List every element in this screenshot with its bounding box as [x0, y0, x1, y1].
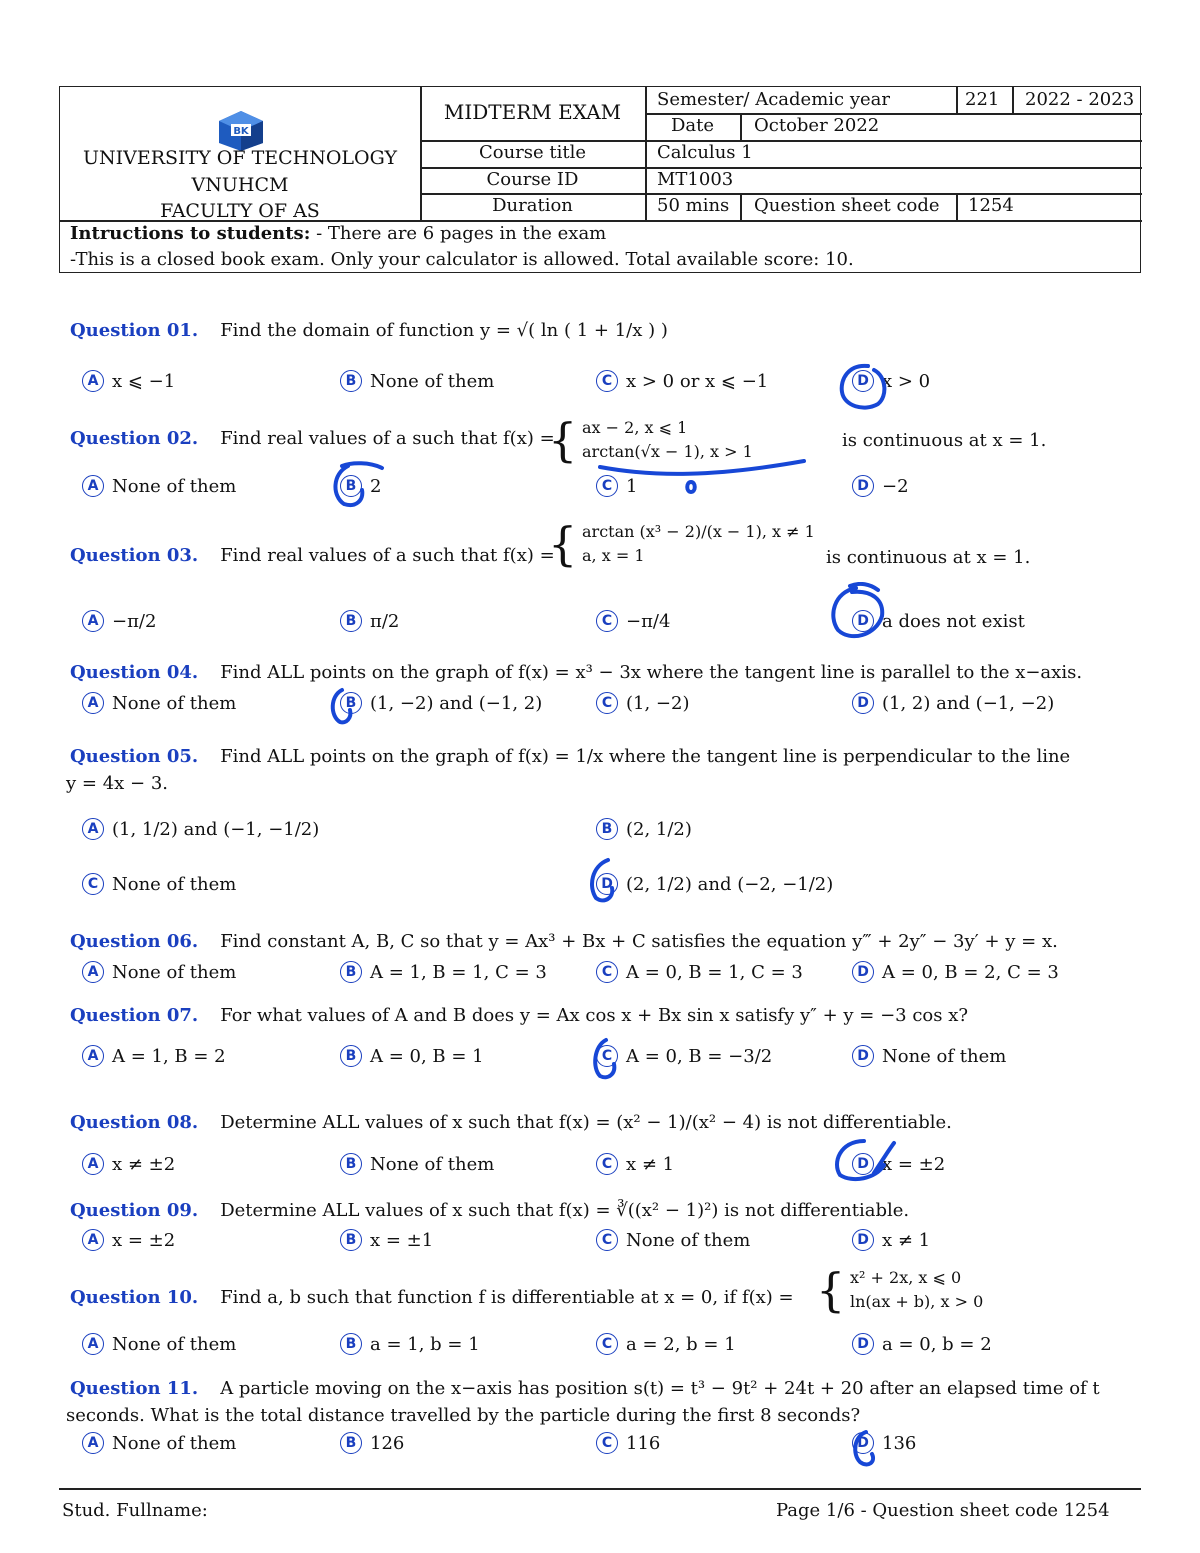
option-letter-badge: A [82, 610, 104, 632]
date-label: Date [670, 115, 715, 136]
option-text: a = 1, b = 1 [370, 1333, 480, 1355]
university-org: VNUHCM [191, 174, 289, 196]
question-text: A particle moving on the x−axis has position s(t) = t³ − 9t² + 24t + 20 after an elapsed time of t [220, 1378, 1100, 1399]
piecewise-brace: { [548, 413, 578, 467]
option-b-q06[interactable] [340, 961, 547, 983]
option-c-q05[interactable] [82, 873, 236, 895]
option-letter-badge: A [82, 692, 104, 714]
student-name-label: Stud. Fullname: [62, 1500, 208, 1521]
semester-label: Semester/ Academic year [657, 89, 890, 110]
question-text: Determine ALL values of x such that f(x) = ∛((x² − 1)²) is not differentiable. [220, 1200, 910, 1221]
option-letter-badge: C [596, 475, 618, 497]
option-text: (2, 1/2) [626, 818, 692, 840]
option-c-q09[interactable] [596, 1229, 750, 1251]
question-text: Find ALL points on the graph of f(x) = 1/x where the tangent line is perpendicular to the line [220, 746, 1071, 767]
course-title-value: Calculus 1 [657, 142, 753, 163]
question-11 [70, 1378, 1100, 1399]
footer-divider [59, 1488, 1141, 1490]
option-a-q03[interactable] [82, 610, 156, 632]
svg-text:BK: BK [233, 126, 249, 137]
option-text: None of them [112, 475, 237, 497]
option-b-q09[interactable] [340, 1229, 433, 1251]
piecewise-case-2: arctan(√x − 1), x > 1 [582, 442, 753, 461]
option-letter-badge: C [596, 1045, 618, 1067]
option-letter-badge: D [852, 1045, 874, 1067]
option-text: x = ±2 [112, 1229, 176, 1251]
option-text: None of them [112, 692, 237, 714]
academic-year: 2022 - 2023 [1025, 89, 1135, 110]
option-letter-badge: B [340, 475, 362, 497]
option-b-q01[interactable] [340, 370, 494, 392]
piecewise-brace: { [816, 1263, 846, 1317]
option-d-q06[interactable] [852, 961, 1059, 983]
option-text: None of them [882, 1045, 1007, 1067]
option-text: x = ±1 [370, 1229, 434, 1251]
duration-value: 50 mins [657, 195, 730, 216]
exam-type: MIDTERM EXAM [443, 100, 622, 124]
option-letter-badge: D [852, 961, 874, 983]
faculty-name: FACULTY OF AS [160, 200, 320, 222]
question-09 [70, 1200, 909, 1221]
option-text: −π/2 [112, 610, 157, 632]
option-letter-badge: A [82, 1432, 104, 1454]
page-info: Page 1/6 - Question sheet code 1254 [776, 1500, 1110, 1521]
option-a-q06[interactable] [82, 961, 236, 983]
sheet-code-label: Question sheet code [754, 195, 940, 216]
option-text: (2, 1/2) and (−2, −1/2) [626, 873, 834, 895]
option-text: None of them [112, 1432, 237, 1454]
option-letter-badge: D [596, 873, 618, 895]
option-letter-badge: D [852, 1432, 874, 1454]
option-letter-badge: B [340, 692, 362, 714]
option-text: −π/4 [626, 610, 671, 632]
question-text: Find real values of a such that f(x) = [220, 545, 555, 566]
question-04 [70, 662, 1082, 683]
question-01 [70, 320, 668, 341]
option-text: 1 [626, 475, 638, 497]
option-letter-badge: B [340, 370, 362, 392]
question-05 [70, 746, 1070, 767]
course-id-value: MT1003 [657, 169, 734, 190]
duration-label: Duration [492, 195, 573, 216]
piecewise-case-2: a, x = 1 [582, 546, 645, 565]
option-c-q08[interactable] [596, 1153, 674, 1175]
option-a-q09[interactable] [82, 1229, 175, 1251]
option-letter-badge: A [82, 370, 104, 392]
question-suffix: is continuous at x = 1. [826, 547, 1031, 568]
option-d-q09[interactable] [852, 1229, 930, 1251]
semester-value: 221 [965, 89, 1000, 110]
option-text: A = 0, B = 2, C = 3 [882, 961, 1059, 983]
question-07 [70, 1005, 968, 1026]
option-text: x ≠ 1 [882, 1229, 931, 1251]
option-b-q10[interactable] [340, 1333, 480, 1355]
option-d-q08[interactable] [852, 1153, 945, 1175]
option-letter-badge: C [596, 1229, 618, 1251]
option-c-q07[interactable] [596, 1045, 772, 1067]
university-name: UNIVERSITY OF TECHNOLOGY [82, 147, 398, 169]
option-letter-badge: A [82, 475, 104, 497]
question-label: Question 03. [70, 545, 199, 566]
option-text: 126 [370, 1432, 405, 1454]
option-a-q08[interactable] [82, 1153, 175, 1175]
option-letter-badge: B [340, 1153, 362, 1175]
option-text: (1, 1/2) and (−1, −1/2) [112, 818, 320, 840]
option-d-q07[interactable] [852, 1045, 1006, 1067]
option-c-q03[interactable] [596, 610, 670, 632]
option-letter-badge: A [82, 1333, 104, 1355]
question-06 [70, 931, 1058, 952]
option-letter-badge: D [852, 1333, 874, 1355]
option-c-q10[interactable] [596, 1333, 736, 1355]
option-letter-badge: D [852, 475, 874, 497]
option-letter-badge: B [596, 818, 618, 840]
option-letter-badge: C [596, 610, 618, 632]
question-10 [70, 1287, 794, 1308]
option-b-q03[interactable] [340, 610, 399, 632]
option-text: 116 [626, 1432, 661, 1454]
option-text: A = 0, B = 1 [370, 1045, 484, 1067]
option-text: None of them [112, 961, 237, 983]
option-letter-badge: D [852, 1153, 874, 1175]
option-text: x > 0 or x ⩽ −1 [626, 370, 769, 392]
question-03 [70, 545, 555, 566]
option-letter-badge: C [596, 692, 618, 714]
option-text: None of them [112, 1333, 237, 1355]
option-text: A = 1, B = 2 [112, 1045, 226, 1067]
option-b-q04[interactable] [340, 692, 542, 714]
option-c-q04[interactable] [596, 692, 689, 714]
option-a-q11[interactable] [82, 1432, 236, 1454]
question-label: Question 01. [70, 320, 199, 341]
option-text: x ≠ 1 [626, 1153, 675, 1175]
instructions-line2: -This is a closed book exam. Only your calculator is allowed. Total available score: 10. [70, 249, 854, 270]
option-letter-badge: C [596, 1153, 618, 1175]
piecewise-case-1: x² + 2x, x ⩽ 0 [850, 1268, 962, 1287]
question-label: Question 06. [70, 931, 199, 952]
option-text: −2 [882, 475, 909, 497]
option-letter-badge: B [340, 1045, 362, 1067]
question-label: Question 09. [70, 1200, 199, 1221]
option-d-q05[interactable] [596, 873, 833, 895]
option-text: None of them [370, 1153, 495, 1175]
option-b-q11[interactable] [340, 1432, 404, 1454]
date-value: October 2022 [754, 115, 880, 136]
sheet-code-value: 1254 [968, 195, 1014, 216]
instructions: Intructions to students: - There are 6 pages in the exam [70, 223, 607, 244]
question-text: Find the domain of function y = √( ln ( 1 + 1/x ) ) [220, 320, 668, 341]
question-text-continued: seconds. What is the total distance travelled by the particle during the first 8 seconds? [66, 1405, 861, 1426]
option-letter-badge: D [852, 1229, 874, 1251]
option-d-q04[interactable] [852, 692, 1054, 714]
pen-annotation-mark [684, 480, 698, 494]
option-text: A = 1, B = 1, C = 3 [370, 961, 547, 983]
option-letter-badge: C [596, 1333, 618, 1355]
option-a-q05[interactable] [82, 818, 319, 840]
question-text: Determine ALL values of x such that f(x) = (x² − 1)/(x² − 4) is not differentiable. [220, 1112, 952, 1133]
option-letter-badge: A [82, 1153, 104, 1175]
option-text: x ⩽ −1 [112, 370, 176, 392]
question-text-continued: y = 4x − 3. [66, 773, 168, 794]
option-letter-badge: C [596, 961, 618, 983]
question-label: Question 11. [70, 1378, 199, 1399]
option-text: a = 2, b = 1 [626, 1333, 736, 1355]
option-d-q03[interactable] [852, 610, 1025, 632]
question-label: Question 05. [70, 746, 199, 767]
option-text: (1, 2) and (−1, −2) [882, 692, 1055, 714]
option-d-q02[interactable] [852, 475, 909, 497]
option-text: a = 0, b = 2 [882, 1333, 992, 1355]
question-08 [70, 1112, 952, 1133]
option-a-q07[interactable] [82, 1045, 226, 1067]
option-c-q01[interactable] [596, 370, 768, 392]
option-b-q02[interactable] [340, 475, 381, 497]
option-letter-badge: A [82, 1045, 104, 1067]
option-letter-badge: A [82, 1229, 104, 1251]
option-a-q10[interactable] [82, 1333, 236, 1355]
option-letter-badge: D [852, 692, 874, 714]
question-label: Question 04. [70, 662, 199, 683]
option-text: 2 [370, 475, 382, 497]
question-suffix: is continuous at x = 1. [842, 430, 1047, 451]
question-text: Find a, b such that function f is differentiable at x = 0, if f(x) = [220, 1287, 794, 1308]
option-b-q05[interactable] [596, 818, 692, 840]
option-b-q07[interactable] [340, 1045, 484, 1067]
course-id-label: Course ID [486, 169, 579, 190]
question-label: Question 02. [70, 428, 199, 449]
option-text: A = 0, B = −3/2 [626, 1045, 773, 1067]
instructions-label: Intructions to students: [70, 223, 311, 244]
option-letter-badge: C [596, 370, 618, 392]
piecewise-brace: { [548, 517, 578, 571]
option-text: A = 0, B = 1, C = 3 [626, 961, 803, 983]
option-text: None of them [112, 873, 237, 895]
piecewise-case-1: arctan (x³ − 2)/(x − 1), x ≠ 1 [582, 522, 815, 541]
question-text: Find constant A, B, C so that y = Ax³ + Bx + C satisfies the equation y‴ + 2y″ − 3y′ + y = x. [220, 931, 1058, 952]
option-text: x > 0 [882, 370, 931, 392]
question-label: Question 07. [70, 1005, 199, 1026]
option-text: π/2 [370, 610, 400, 632]
exam-header-table [59, 86, 1141, 273]
option-letter-badge: B [340, 1333, 362, 1355]
option-text: (1, −2) [626, 692, 690, 714]
option-letter-badge: B [340, 961, 362, 983]
option-c-q02[interactable] [596, 475, 637, 497]
option-a-q02[interactable] [82, 475, 236, 497]
option-letter-badge: A [82, 818, 104, 840]
option-text: a does not exist [882, 610, 1025, 632]
option-b-q08[interactable] [340, 1153, 494, 1175]
option-letter-badge: C [82, 873, 104, 895]
question-label: Question 08. [70, 1112, 199, 1133]
option-text: x ≠ ±2 [112, 1153, 176, 1175]
option-c-q11[interactable] [596, 1432, 660, 1454]
question-02 [70, 428, 555, 449]
option-d-q01[interactable] [852, 370, 930, 392]
question-label: Question 10. [70, 1287, 199, 1308]
option-d-q11[interactable] [852, 1432, 916, 1454]
option-text: None of them [626, 1229, 751, 1251]
option-letter-badge: B [340, 1432, 362, 1454]
piecewise-case-1: ax − 2, x ⩽ 1 [582, 418, 688, 437]
piecewise-case-2: ln(ax + b), x > 0 [850, 1292, 984, 1311]
option-text: x = ±2 [882, 1153, 946, 1175]
option-a-q04[interactable] [82, 692, 236, 714]
option-letter-badge: B [340, 1229, 362, 1251]
option-text: None of them [370, 370, 495, 392]
question-text: For what values of A and B does y = Ax cos x + Bx sin x satisfy y″ + y = −3 cos x? [220, 1005, 969, 1026]
option-d-q10[interactable] [852, 1333, 992, 1355]
course-title-label: Course title [478, 142, 587, 163]
question-text: Find real values of a such that f(x) = [220, 428, 555, 449]
option-c-q06[interactable] [596, 961, 803, 983]
question-text: Find ALL points on the graph of f(x) = x³ − 3x where the tangent line is parallel to the x−axis. [220, 662, 1083, 683]
option-letter-badge: B [340, 610, 362, 632]
option-text: (1, −2) and (−1, 2) [370, 692, 543, 714]
option-text: 136 [882, 1432, 917, 1454]
option-letter-badge: D [852, 610, 874, 632]
option-a-q01[interactable] [82, 370, 175, 392]
option-letter-badge: C [596, 1432, 618, 1454]
option-letter-badge: D [852, 370, 874, 392]
option-letter-badge: A [82, 961, 104, 983]
